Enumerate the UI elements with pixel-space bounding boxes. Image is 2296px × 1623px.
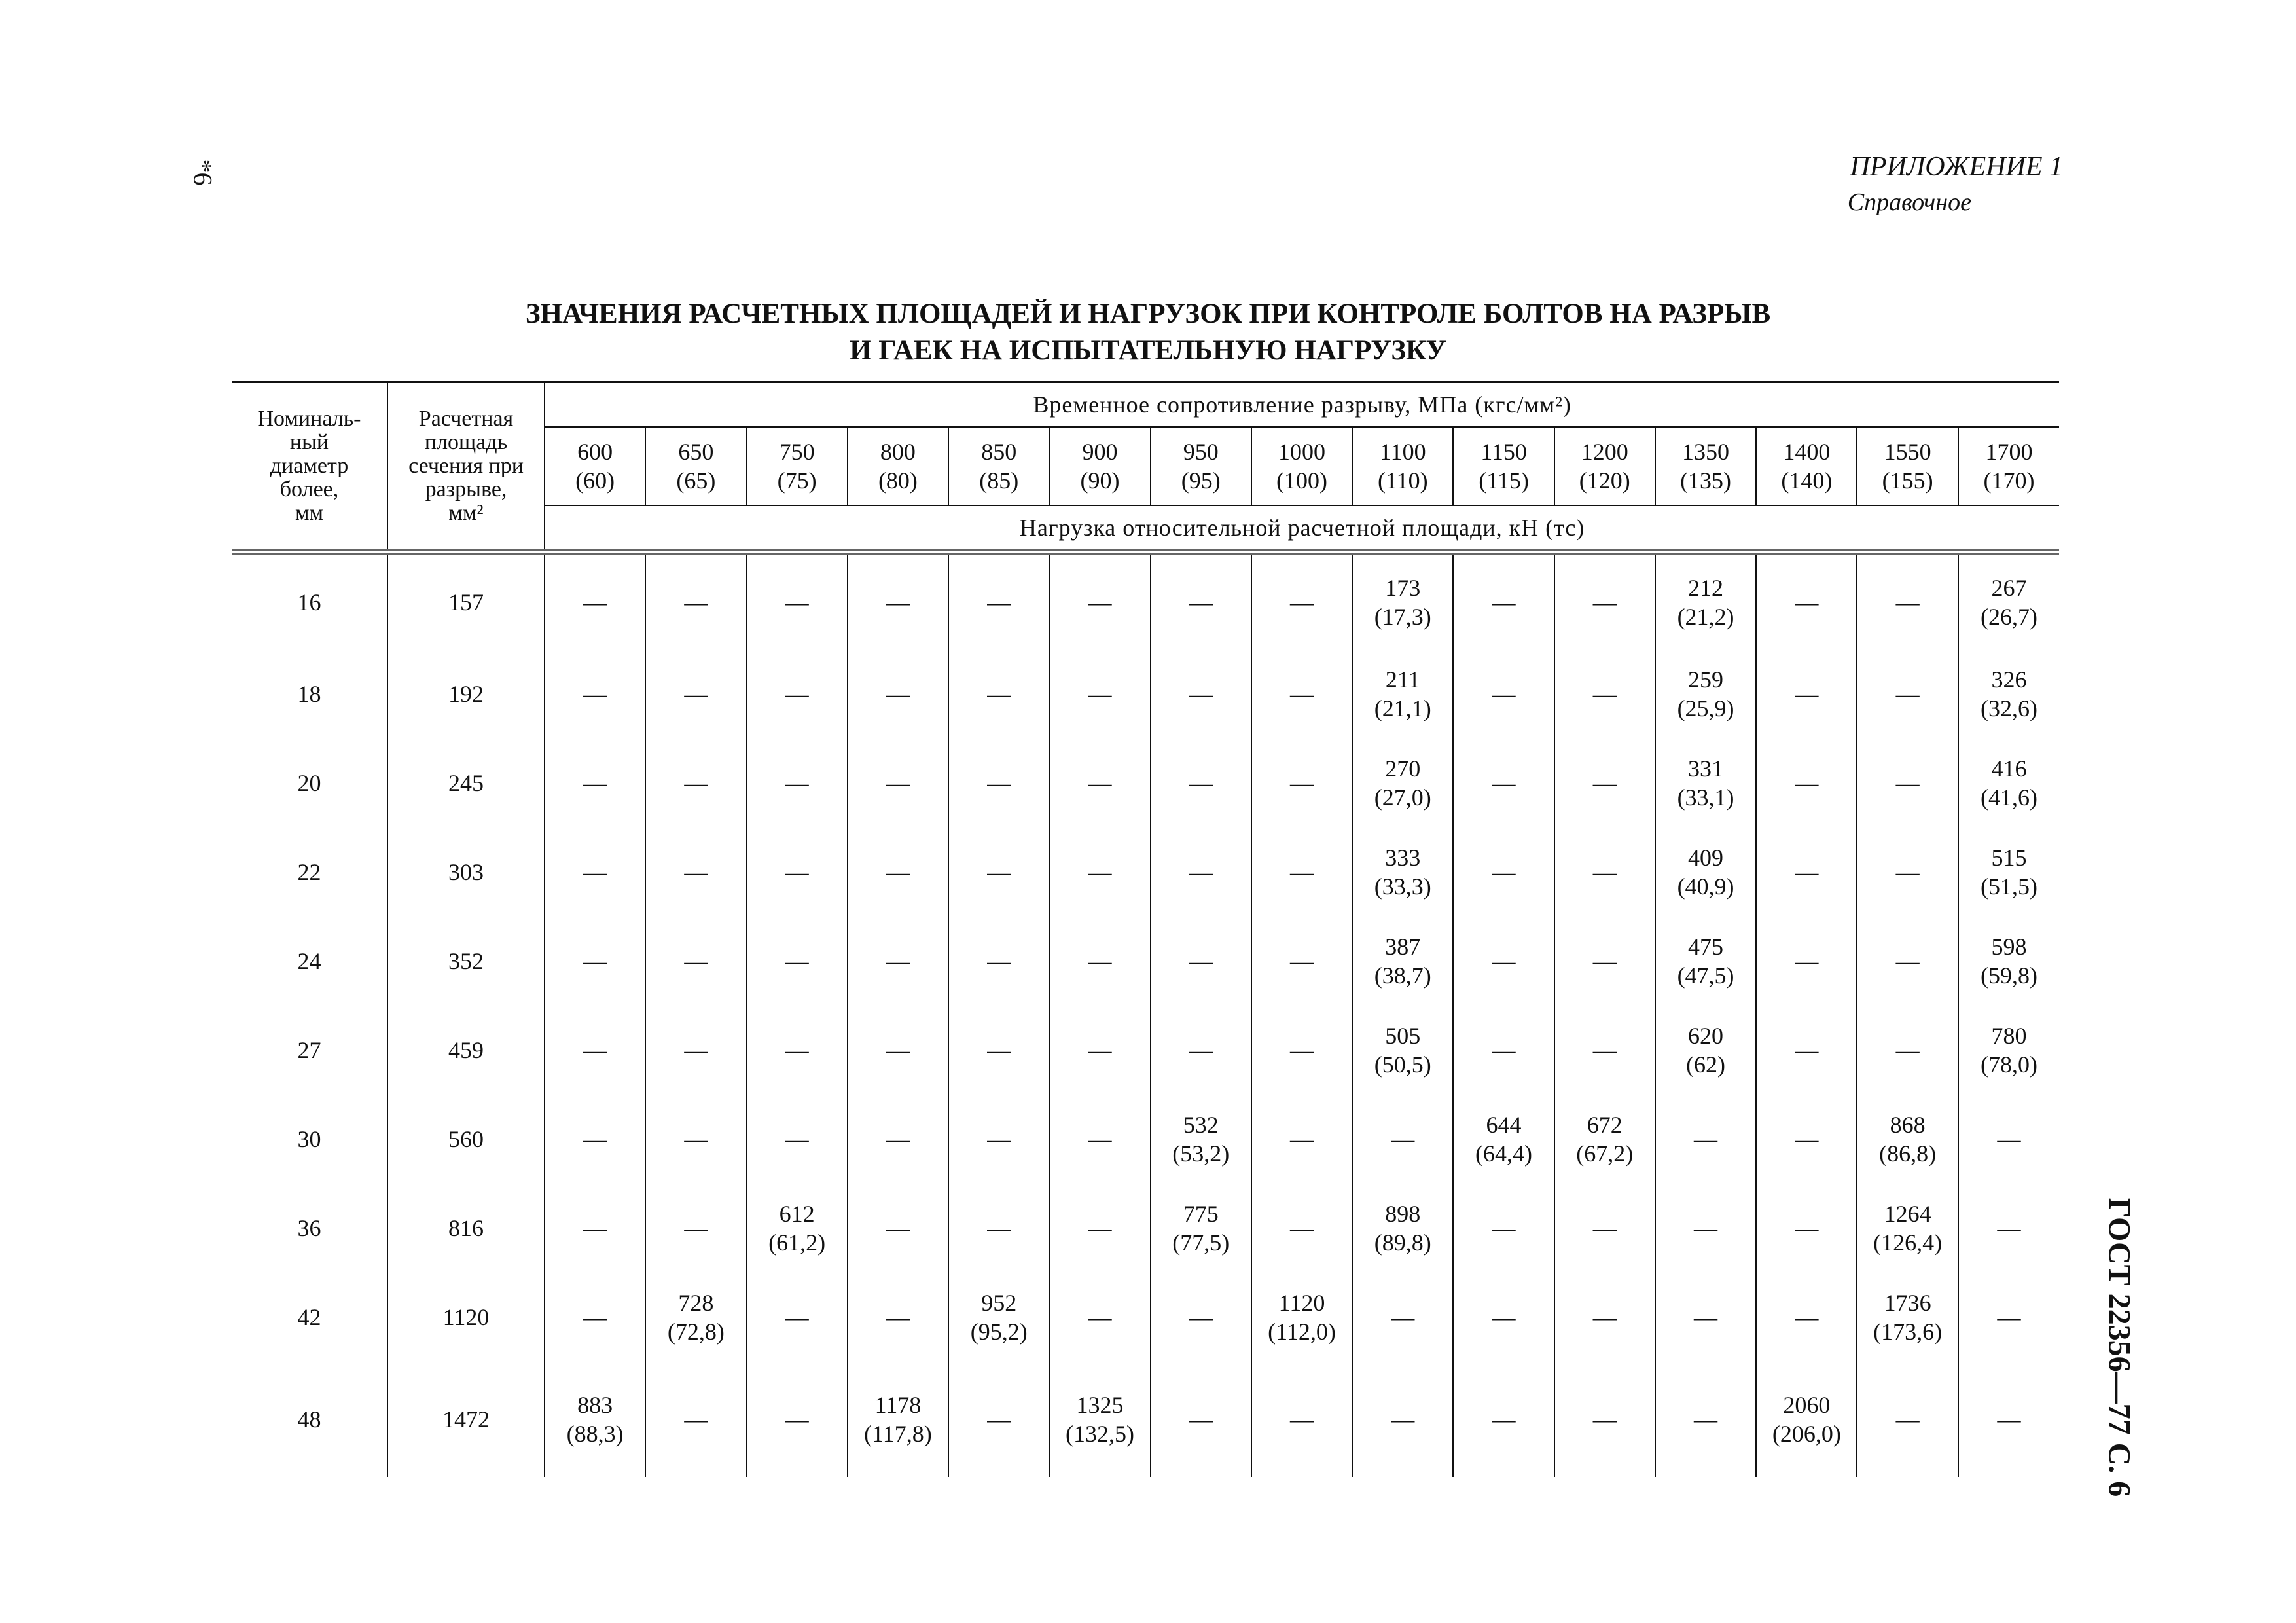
load-value-cell: — bbox=[1049, 739, 1150, 828]
load-value-cell: — bbox=[848, 649, 948, 739]
load-value-cell: — bbox=[1251, 1006, 1352, 1095]
load-value-cell: — bbox=[848, 553, 948, 650]
area-cell: 459 bbox=[387, 1006, 545, 1095]
load-value-cell: — bbox=[1151, 917, 1251, 1006]
load-value-cell: — bbox=[1554, 828, 1655, 917]
diameter-cell: 20 bbox=[232, 739, 387, 828]
load-value-cell: — bbox=[1151, 553, 1251, 650]
load-value-cell: — bbox=[948, 828, 1049, 917]
load-value-cell: — bbox=[848, 1095, 948, 1184]
load-value-cell: — bbox=[747, 917, 848, 1006]
load-value-cell: — bbox=[1151, 1006, 1251, 1095]
load-value-cell: — bbox=[747, 739, 848, 828]
header-nominal-diameter: Номиналь- ный диаметр более, мм bbox=[232, 382, 387, 553]
load-value-cell: 333 (33,3) bbox=[1352, 828, 1453, 917]
load-value-cell: — bbox=[1049, 1006, 1150, 1095]
load-value-cell: 780 (78,0) bbox=[1980, 1023, 2037, 1078]
load-value-cell: — bbox=[1151, 739, 1251, 828]
load-value-cell: 409 (40,9) bbox=[1655, 828, 1756, 917]
load-value-cell: — bbox=[1049, 649, 1150, 739]
load-value-cell: — bbox=[1554, 649, 1655, 739]
load-value-cell: 212 (21,2) bbox=[1655, 553, 1756, 650]
load-value-cell: 173 (17,3) bbox=[1352, 553, 1453, 650]
load-value-cell: — bbox=[545, 828, 645, 917]
load-value-cell: — bbox=[1352, 1273, 1453, 1362]
load-value-cell: 2060 (206,0) bbox=[1756, 1362, 1857, 1477]
strength-column-header: 1000 (100) bbox=[1251, 427, 1352, 505]
standard-side-label-text: ГОСТ 22356—77 С. 6 bbox=[2102, 1197, 2137, 1497]
strength-column-header: 750 (75) bbox=[747, 427, 848, 505]
area-cell: 352 bbox=[387, 917, 545, 1006]
load-value-cell: — bbox=[1857, 739, 1958, 828]
strength-column-header: 1100 (110) bbox=[1352, 427, 1453, 505]
load-value-cell: — bbox=[1251, 917, 1352, 1006]
appendix-type: Справочное bbox=[1847, 189, 1971, 216]
load-value-cell: — bbox=[747, 553, 848, 650]
load-value-cell: — bbox=[645, 1184, 746, 1273]
load-value-cell: — bbox=[1251, 1095, 1352, 1184]
load-value-cell: — bbox=[545, 1095, 645, 1184]
load-value-cell: — bbox=[545, 1006, 645, 1095]
load-value-cell: — bbox=[1453, 649, 1554, 739]
load-value-cell: — bbox=[1453, 1006, 1554, 1095]
load-value-cell: — bbox=[645, 739, 746, 828]
load-value-cell: 1325 (132,5) bbox=[1049, 1362, 1150, 1477]
load-value-cell: 270 (27,0) bbox=[1352, 739, 1453, 828]
diameter-cell: 22 bbox=[232, 828, 387, 917]
appendix-label: ПРИЛОЖЕНИЕ 1 bbox=[1850, 152, 2063, 182]
strength-column-header: 600 (60) bbox=[545, 427, 645, 505]
table-row bbox=[232, 1362, 2059, 1477]
appendix-heading bbox=[1848, 149, 2063, 220]
load-value-cell: 898 (89,8) bbox=[1352, 1184, 1453, 1273]
load-value-cell: — bbox=[545, 917, 645, 1006]
load-value-cell: 259 (25,9) bbox=[1655, 649, 1756, 739]
strength-column-header: 1150 (115) bbox=[1453, 427, 1554, 505]
load-value-cell: — bbox=[645, 649, 746, 739]
load-value-cell: 1264 (126,4) bbox=[1857, 1184, 1958, 1273]
load-value-cell: — bbox=[645, 1095, 746, 1184]
load-value-cell: — bbox=[1554, 739, 1655, 828]
load-value-cell: — bbox=[948, 1006, 1049, 1095]
title-line-1: ЗНАЧЕНИЯ РАСЧЕТНЫХ ПЛОЩАДЕЙ И НАГРУЗОК ПРИ КОНТРОЛЕ БОЛТОВ НА РАЗРЫВ bbox=[525, 299, 1771, 329]
load-value-cell: — bbox=[1857, 1006, 1958, 1095]
load-value-cell: — bbox=[1453, 553, 1554, 650]
load-value-cell: — bbox=[848, 1006, 948, 1095]
load-value-cell: — bbox=[1554, 1184, 1655, 1273]
load-value-cell: 1178 (117,8) bbox=[848, 1362, 948, 1477]
load-value-cell: — bbox=[1049, 1273, 1150, 1362]
load-value-cell: — bbox=[1151, 649, 1251, 739]
table-row bbox=[232, 739, 2059, 828]
load-value-cell: 267 (26,7) bbox=[1958, 553, 2059, 650]
load-value-cell: — bbox=[1655, 1273, 1756, 1362]
diameter-cell: 27 bbox=[232, 1006, 387, 1095]
load-value-cell: — bbox=[948, 739, 1049, 828]
table-body bbox=[232, 553, 2059, 1478]
load-value-cell: — bbox=[1151, 1362, 1251, 1477]
load-value-cell: — bbox=[1997, 1215, 2021, 1241]
load-value-cell: — bbox=[1554, 553, 1655, 650]
load-value-cell: — bbox=[645, 553, 746, 650]
strength-column-header: 850 (85) bbox=[948, 427, 1049, 505]
table-row bbox=[232, 553, 2059, 650]
load-value-cell: — bbox=[1554, 917, 1655, 1006]
load-value-cell: — bbox=[1997, 1126, 2021, 1152]
area-cell: 816 bbox=[387, 1184, 545, 1273]
load-value-cell: 416 (41,6) bbox=[1980, 756, 2037, 811]
load-value-cell: — bbox=[1049, 917, 1150, 1006]
load-value-cell: — bbox=[645, 828, 746, 917]
load-value-cell: — bbox=[645, 917, 746, 1006]
header-tensile-strength-group: Временное сопротивление разрыву, МПа (кгс/мм²) bbox=[545, 382, 2059, 428]
area-cell: 560 bbox=[387, 1095, 545, 1184]
standard-side-label bbox=[2093, 1197, 2145, 1497]
load-value-cell: — bbox=[545, 553, 645, 650]
load-value-cell: — bbox=[848, 828, 948, 917]
load-value-cell: — bbox=[948, 553, 1049, 650]
load-value-cell: — bbox=[1453, 828, 1554, 917]
load-value-cell: — bbox=[545, 1273, 645, 1362]
load-value-cell: — bbox=[848, 739, 948, 828]
load-value-cell: — bbox=[1997, 1304, 2021, 1330]
load-value-cell: 1120 (112,0) bbox=[1251, 1273, 1352, 1362]
load-value-cell: — bbox=[1756, 739, 1857, 828]
diameter-cell: 16 bbox=[232, 553, 387, 650]
load-value-cell: — bbox=[1049, 1095, 1150, 1184]
load-value-cell: 644 (64,4) bbox=[1453, 1095, 1554, 1184]
strength-column-header: 950 (95) bbox=[1151, 427, 1251, 505]
load-value-cell: — bbox=[747, 1095, 848, 1184]
diameter-cell: 48 bbox=[232, 1362, 387, 1477]
load-value-cell: — bbox=[747, 1273, 848, 1362]
table-row bbox=[232, 917, 2059, 1006]
strength-column-header: 900 (90) bbox=[1049, 427, 1150, 505]
load-value-cell: — bbox=[1857, 828, 1958, 917]
load-value-cell: — bbox=[1554, 1362, 1655, 1477]
load-value-cell: — bbox=[1756, 917, 1857, 1006]
load-value-cell: — bbox=[545, 1184, 645, 1273]
load-value-cell: 505 (50,5) bbox=[1352, 1006, 1453, 1095]
load-value-cell: — bbox=[1857, 649, 1958, 739]
load-value-cell: — bbox=[1756, 1273, 1857, 1362]
load-value-cell: — bbox=[948, 917, 1049, 1006]
title-line-2: И ГАЕК НА ИСПЫТАТЕЛЬНУЮ НАГРУЗКУ bbox=[850, 335, 1446, 366]
load-value-cell: — bbox=[1756, 1006, 1857, 1095]
load-value-cell: 211 (21,1) bbox=[1352, 649, 1453, 739]
load-value-cell: — bbox=[1352, 1095, 1453, 1184]
load-value-cell: 598 (59,8) bbox=[1980, 934, 2037, 989]
load-value-cell: — bbox=[1756, 1095, 1857, 1184]
load-value-cell: — bbox=[747, 828, 848, 917]
strength-column-header: 1700 (170) bbox=[1958, 427, 2059, 505]
load-value-cell: — bbox=[1251, 553, 1352, 650]
load-value-cell: — bbox=[1655, 1184, 1756, 1273]
page-corner-mark: *6 bbox=[188, 159, 218, 186]
table-row bbox=[232, 828, 2059, 917]
load-value-cell: — bbox=[948, 1095, 1049, 1184]
area-cell: 192 bbox=[387, 649, 545, 739]
load-value-cell: — bbox=[948, 1184, 1049, 1273]
load-value-cell: — bbox=[1453, 1362, 1554, 1477]
diameter-cell: 42 bbox=[232, 1273, 387, 1362]
load-value-cell: — bbox=[1453, 1273, 1554, 1362]
area-cell: 1472 bbox=[387, 1362, 545, 1477]
table-title bbox=[0, 296, 2296, 369]
load-value-cell: — bbox=[1049, 828, 1150, 917]
load-value-cell: — bbox=[545, 739, 645, 828]
load-value-cell: — bbox=[1997, 1406, 2021, 1432]
area-cell: 157 bbox=[387, 553, 545, 650]
strength-column-header: 650 (65) bbox=[645, 427, 746, 505]
load-value-cell: — bbox=[1049, 553, 1150, 650]
load-value-cell: — bbox=[1251, 739, 1352, 828]
table-row bbox=[232, 1095, 2059, 1184]
load-value-cell: — bbox=[1151, 828, 1251, 917]
load-value-cell: — bbox=[1756, 828, 1857, 917]
diameter-cell: 36 bbox=[232, 1184, 387, 1273]
strength-column-header: 1550 (155) bbox=[1857, 427, 1958, 505]
load-value-cell: — bbox=[1453, 917, 1554, 1006]
load-value-cell: 612 (61,2) bbox=[747, 1184, 848, 1273]
load-value-cell: — bbox=[545, 649, 645, 739]
load-value-cell: — bbox=[1756, 1184, 1857, 1273]
load-value-cell: — bbox=[1352, 1362, 1453, 1477]
load-value-cell: — bbox=[1554, 1006, 1655, 1095]
header-load-subgroup: Нагрузка относительной расчетной площади, кН (тс) bbox=[545, 505, 2059, 553]
load-value-cell: — bbox=[1251, 828, 1352, 917]
load-value-cell: — bbox=[1453, 1184, 1554, 1273]
strength-column-header: 1400 (140) bbox=[1756, 427, 1857, 505]
load-value-cell: 326 (32,6) bbox=[1980, 666, 2037, 721]
load-value-cell: 532 (53,2) bbox=[1151, 1095, 1251, 1184]
load-table bbox=[232, 381, 2059, 1477]
load-value-cell: — bbox=[645, 1362, 746, 1477]
load-value-cell: — bbox=[1151, 1273, 1251, 1362]
table-row bbox=[232, 649, 2059, 739]
area-cell: 303 bbox=[387, 828, 545, 917]
load-value-cell: 1736 (173,6) bbox=[1857, 1273, 1958, 1362]
load-value-cell: — bbox=[1857, 553, 1958, 650]
load-value-cell: — bbox=[948, 649, 1049, 739]
diameter-cell: 18 bbox=[232, 649, 387, 739]
load-value-cell: 883 (88,3) bbox=[545, 1362, 645, 1477]
load-value-cell: — bbox=[948, 1362, 1049, 1477]
strength-column-header: 800 (80) bbox=[848, 427, 948, 505]
table-row bbox=[232, 1184, 2059, 1273]
load-value-cell: 387 (38,7) bbox=[1352, 917, 1453, 1006]
load-value-cell: 475 (47,5) bbox=[1655, 917, 1756, 1006]
diameter-cell: 30 bbox=[232, 1095, 387, 1184]
load-value-cell: 868 (86,8) bbox=[1857, 1095, 1958, 1184]
load-value-cell: — bbox=[1756, 649, 1857, 739]
header-calculated-area: Расчетная площадь сечения при разрыве, мм² bbox=[387, 382, 545, 553]
load-value-cell: — bbox=[747, 1006, 848, 1095]
load-value-cell: — bbox=[747, 649, 848, 739]
load-value-cell: — bbox=[1251, 1184, 1352, 1273]
load-value-cell: — bbox=[1655, 1362, 1756, 1477]
load-value-cell: — bbox=[645, 1006, 746, 1095]
load-value-cell: — bbox=[848, 1184, 948, 1273]
area-cell: 1120 bbox=[387, 1273, 545, 1362]
load-value-cell: 620 (62) bbox=[1655, 1006, 1756, 1095]
load-value-cell: — bbox=[1554, 1273, 1655, 1362]
load-value-cell: — bbox=[1453, 739, 1554, 828]
load-value-cell: 775 (77,5) bbox=[1151, 1184, 1251, 1273]
load-value-cell: — bbox=[1251, 1362, 1352, 1477]
load-value-cell: — bbox=[1251, 649, 1352, 739]
diameter-cell: 24 bbox=[232, 917, 387, 1006]
strength-column-header: 1350 (135) bbox=[1655, 427, 1756, 505]
load-value-cell: — bbox=[747, 1362, 848, 1477]
load-value-cell: — bbox=[848, 917, 948, 1006]
load-value-cell: — bbox=[1857, 1362, 1958, 1477]
table-row bbox=[232, 1006, 2059, 1095]
strength-column-header: 1200 (120) bbox=[1554, 427, 1655, 505]
table-row bbox=[232, 1273, 2059, 1362]
load-value-cell: — bbox=[848, 1273, 948, 1362]
load-value-cell: 728 (72,8) bbox=[645, 1273, 746, 1362]
area-cell: 245 bbox=[387, 739, 545, 828]
load-value-cell: 952 (95,2) bbox=[948, 1273, 1049, 1362]
load-value-cell: 515 (51,5) bbox=[1980, 845, 2037, 900]
load-value-cell: 331 (33,1) bbox=[1655, 739, 1756, 828]
load-value-cell: — bbox=[1857, 917, 1958, 1006]
load-value-cell: — bbox=[1756, 553, 1857, 650]
load-value-cell: — bbox=[1049, 1184, 1150, 1273]
load-value-cell: 672 (67,2) bbox=[1554, 1095, 1655, 1184]
load-value-cell: — bbox=[1655, 1095, 1756, 1184]
